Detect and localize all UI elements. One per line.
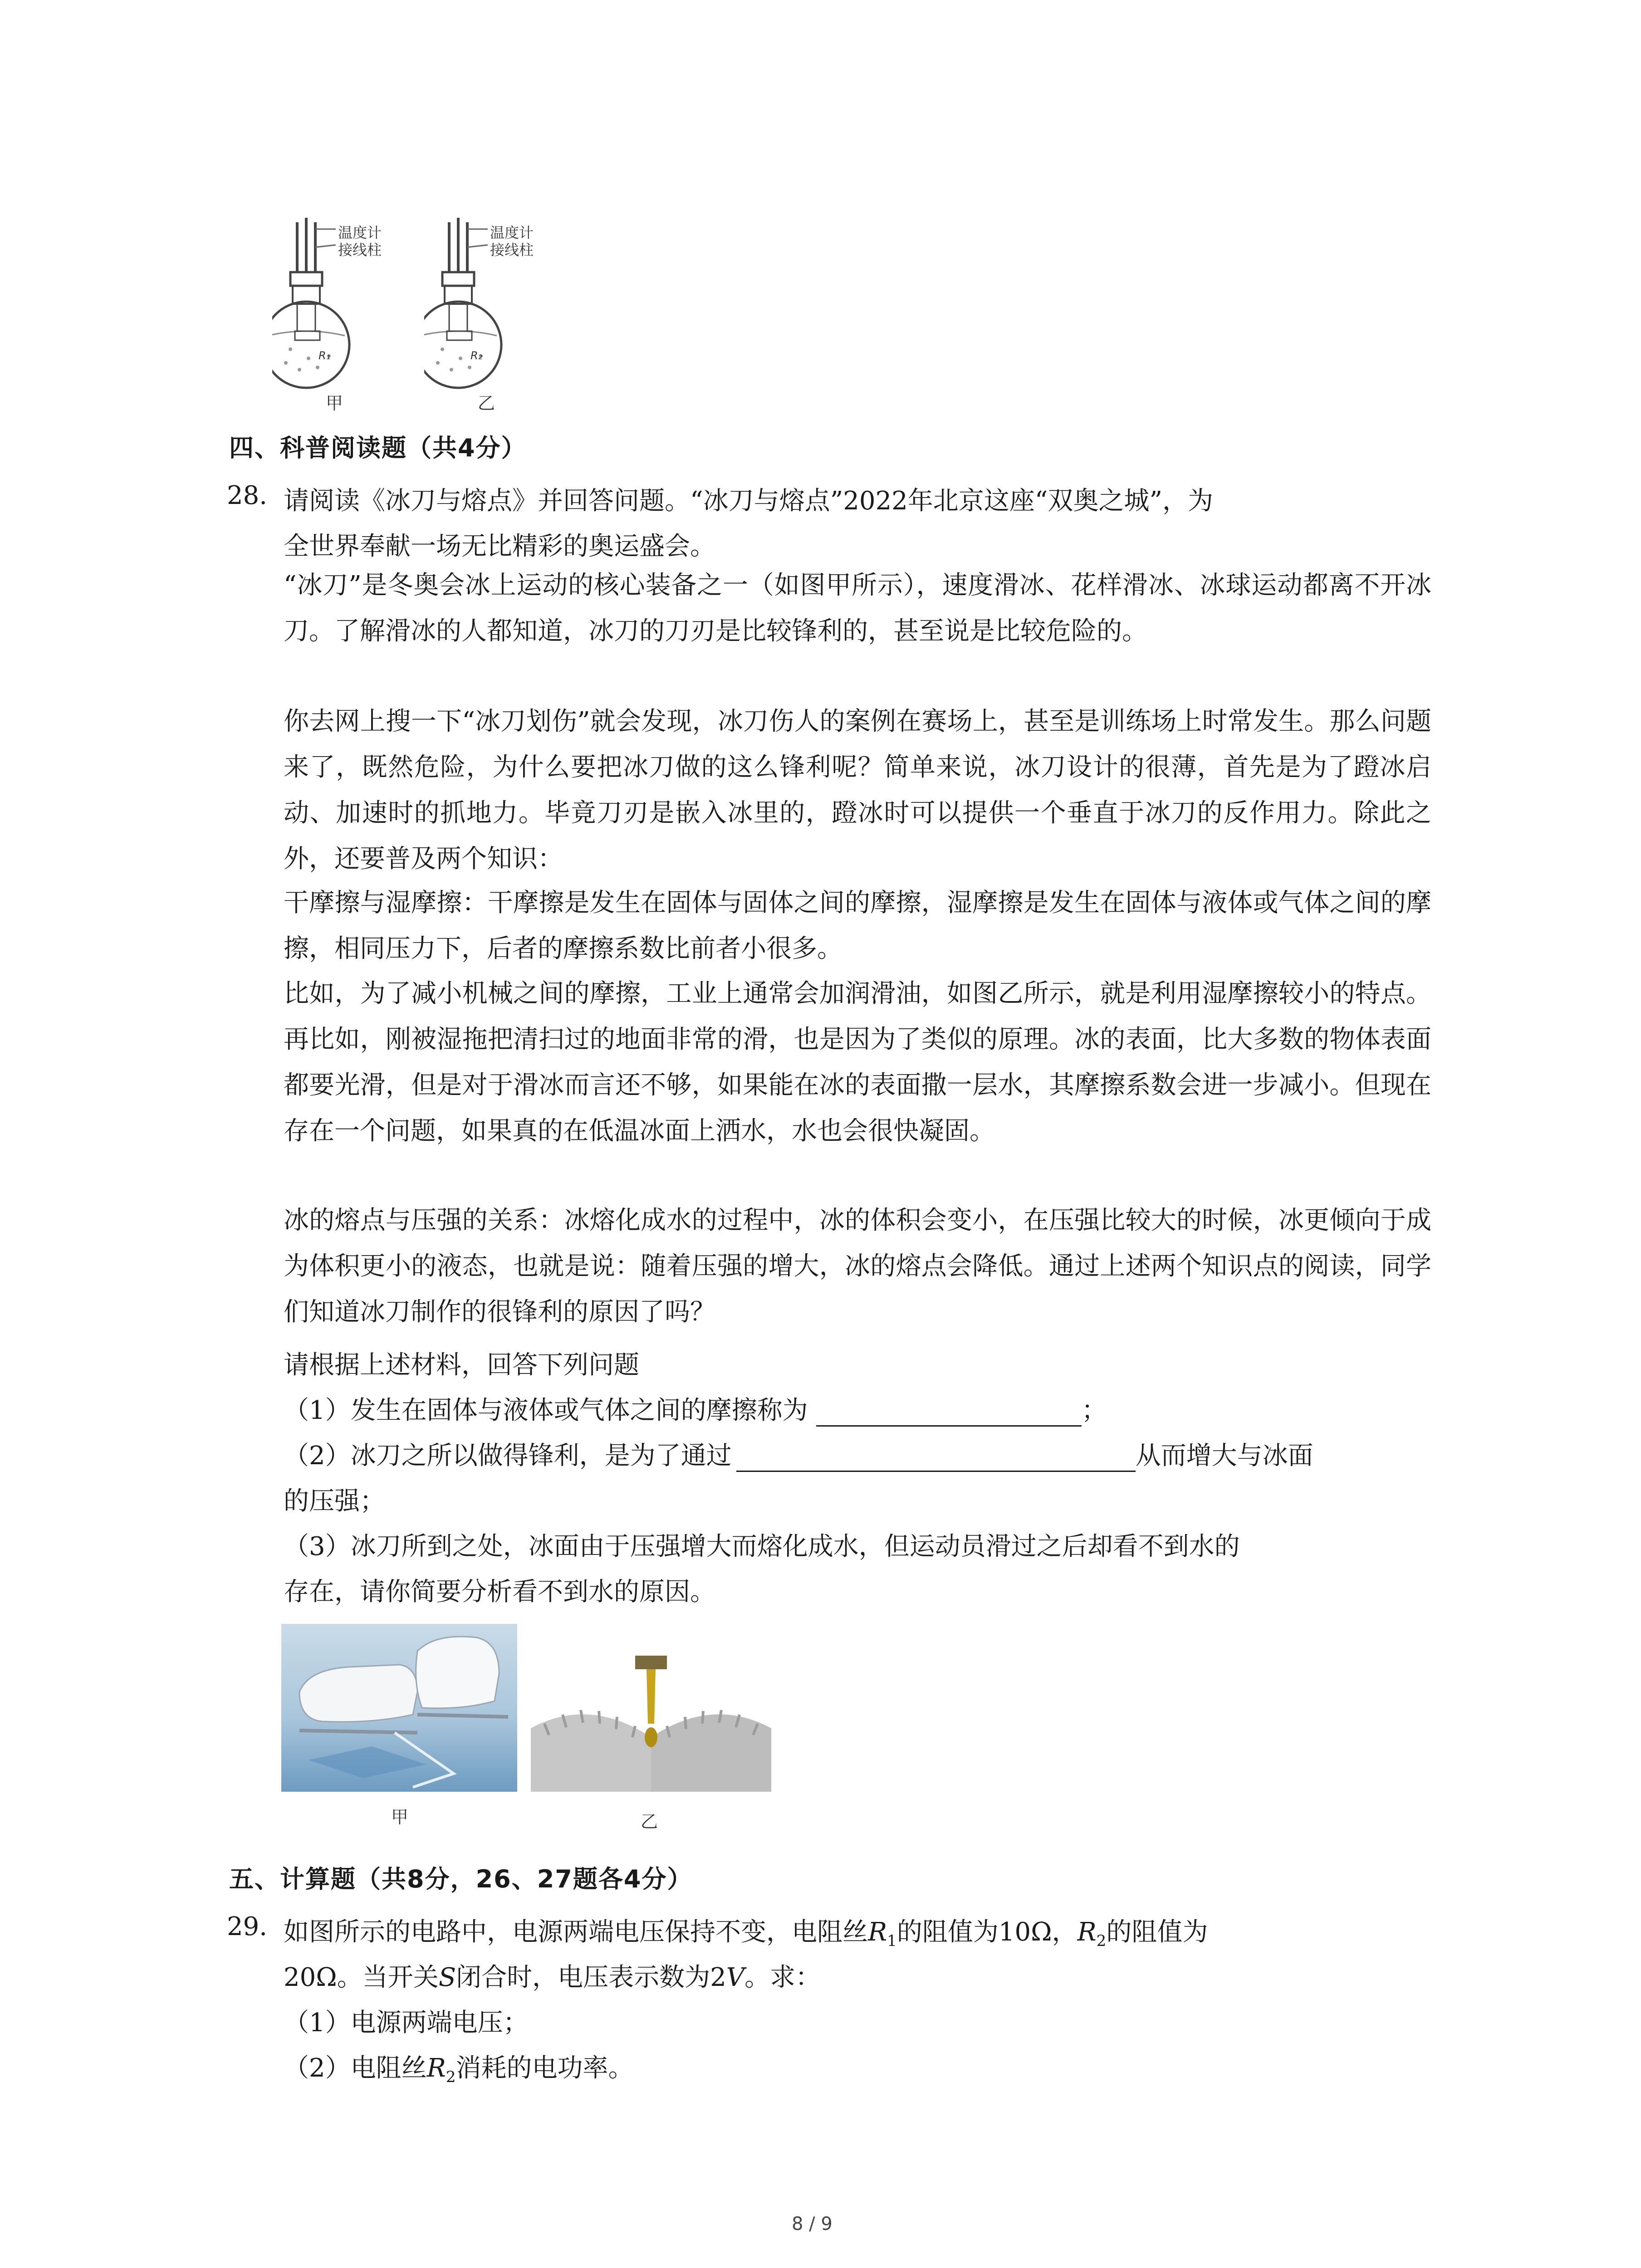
q28-sub1-end: ； <box>1081 1396 1107 1425</box>
subscript-1: 1 <box>887 1932 897 1950</box>
q28-sub2-cont: 的压强； <box>284 1486 385 1516</box>
flask-figure-jia <box>272 213 408 413</box>
photo-caption-jia: 甲 <box>391 1807 409 1827</box>
q28-paragraph-2: 你去网上搜一下“冰刀划伤”就会发现，冰刀伤人的案例在赛场上，甚至是训练场上时常发生。那么问题来了，既然危险，为什么要把冰刀做的这么锋利呢？简单来说，冰刀设计的很薄，首先是为了蹬冰启动、加速时的抓地力。毕竟刀刃是嵌入冰里的，蹬冰时可以提供一个垂直于冰刀的反作用力。除此之外，还要普及两个知识： <box>284 707 1431 874</box>
answer-blank-2[interactable] <box>736 1445 1136 1472</box>
q29-line1-text-b: 的阻值为10Ω， <box>896 1917 1078 1947</box>
q29-sub1: （1）电源两端电压； <box>284 2008 529 2038</box>
gears-icon <box>531 1656 771 1792</box>
q28-sub1-text: （1）发生在固体与液体或气体之间的摩擦称为 <box>284 1396 808 1425</box>
subscript-2: 2 <box>1096 1932 1107 1950</box>
q29-line2-text: 20Ω。当开关 <box>284 1963 439 1992</box>
section-title-4: 四、科普阅读题（共4分） <box>229 434 527 462</box>
q28-intro-line1: 请阅读《冰刀与熔点》并回答问题。“冰刀与熔点”2022年北京这座“双奥之城”，为 <box>284 486 1214 516</box>
gears-oil-photo <box>531 1656 771 1792</box>
page-number: 8 / 9 <box>792 2214 833 2234</box>
q29-sub2 <box>284 2048 633 2086</box>
q28-paragraph-3: 干摩擦与湿摩擦：干摩擦是发生在固体与固体之间的摩擦，湿摩擦是发生在固体与液体或气体之间的摩擦，相同压力下，后者的摩擦系数比前者小很多。 <box>284 888 1431 963</box>
q29-sub2-text-b: 消耗的电功率。 <box>456 2053 634 2083</box>
resistor-label: R₂ <box>470 349 483 362</box>
q29-line1-text-c: 的阻值为 <box>1106 1917 1208 1947</box>
figure-caption: 乙 <box>478 393 495 413</box>
var-v: V <box>726 1963 745 1992</box>
q29-line2-text-c: 。求： <box>745 1963 821 1992</box>
q29-line1-text: 如图所示的电路中，电源两端电压保持不变，电阻丝 <box>284 1917 868 1947</box>
q28-sub3-line1: （3）冰刀所到之处，冰面由于压强增大而熔化成水，但运动员滑过之后却看不到水的 <box>284 1532 1240 1561</box>
q28-sub3-line2: 存在，请你简要分析看不到水的原因。 <box>284 1577 715 1607</box>
terminal-label: 接线柱 <box>490 241 534 259</box>
q28-sub2 <box>284 1436 1313 1472</box>
q28-paragraph-5: 冰的熔点与压强的关系：冰熔化成水的过程中，冰的体积会变小，在压强比较大的时候，冰更倾向于成为体积更小的液态，也就是说：随着压强的增大，冰的熔点会降低。通过上述两个知识点的阅读，同学们知道冰刀制作的很锋利的原因了吗？ <box>284 1206 1431 1327</box>
q28-instruction: 请根据上述材料，回答下列问题 <box>284 1350 639 1380</box>
q28-sub2-text: （2）冰刀之所以做得锋利，是为了通过 <box>284 1441 732 1471</box>
flask-figure-yi <box>424 213 560 413</box>
q28-sub2-text-b: 从而增大与冰面 <box>1135 1441 1313 1471</box>
q28-paragraph-1: “冰刀”是冬奥会冰上运动的核心装备之一（如图甲所示），速度滑冰、花样滑冰、冰球运动都离不开冰刀。了解滑冰的人都知道，冰刀的刀刃是比较锋利的，甚至说是比较危险的。 <box>284 571 1431 646</box>
q28-paragraph-4: 比如，为了减小机械之间的摩擦，工业上通常会加润滑油，如图乙所示，就是利用湿摩擦较小的特点。再比如，刚被湿拖把清扫过的地面非常的滑，也是因为了类似的原理。冰的表面，比大多数的物体表面都要光滑，但是对于滑冰而言还不够，如果能在冰的表面撒一层水，其摩擦系数会进一步减小。但现在存在一个问题，如果真的在低温冰面上洒水，水也会很快凝固。 <box>284 979 1431 1146</box>
subscript-2: 2 <box>446 2068 456 2087</box>
var-r: R <box>1077 1917 1097 1947</box>
answer-blank-1[interactable] <box>816 1400 1082 1427</box>
ice-skate-photo <box>281 1624 517 1792</box>
terminal-label: 接线柱 <box>338 241 382 259</box>
section-title-5: 五、计算题（共8分，26、27题各4分） <box>229 1865 693 1893</box>
q29-line2-text-b: 闭合时，电压表示数为2 <box>456 1963 726 1992</box>
var-r: R <box>426 2053 446 2083</box>
q29-line1 <box>284 1912 1208 1950</box>
q29-line2 <box>284 1957 821 1994</box>
var-r: R <box>868 1917 887 1947</box>
resistor-label: R₁ <box>318 349 331 362</box>
var-s: S <box>438 1963 456 1992</box>
figure-caption: 甲 <box>326 393 343 413</box>
question-number-29: 29. <box>227 1912 268 1941</box>
thermometer-label: 温度计 <box>490 224 534 241</box>
ice-skate-icon <box>281 1624 517 1792</box>
thermometer-label: 温度计 <box>338 224 382 241</box>
q28-intro-line2: 全世界奉献一场无比精彩的奥运盛会。 <box>284 532 715 561</box>
q29-sub2-text: （2）电阻丝 <box>284 2053 427 2083</box>
question-number-28: 28. <box>227 481 268 510</box>
q28-sub1 <box>284 1390 1107 1427</box>
photo-caption-yi: 乙 <box>641 1812 658 1832</box>
